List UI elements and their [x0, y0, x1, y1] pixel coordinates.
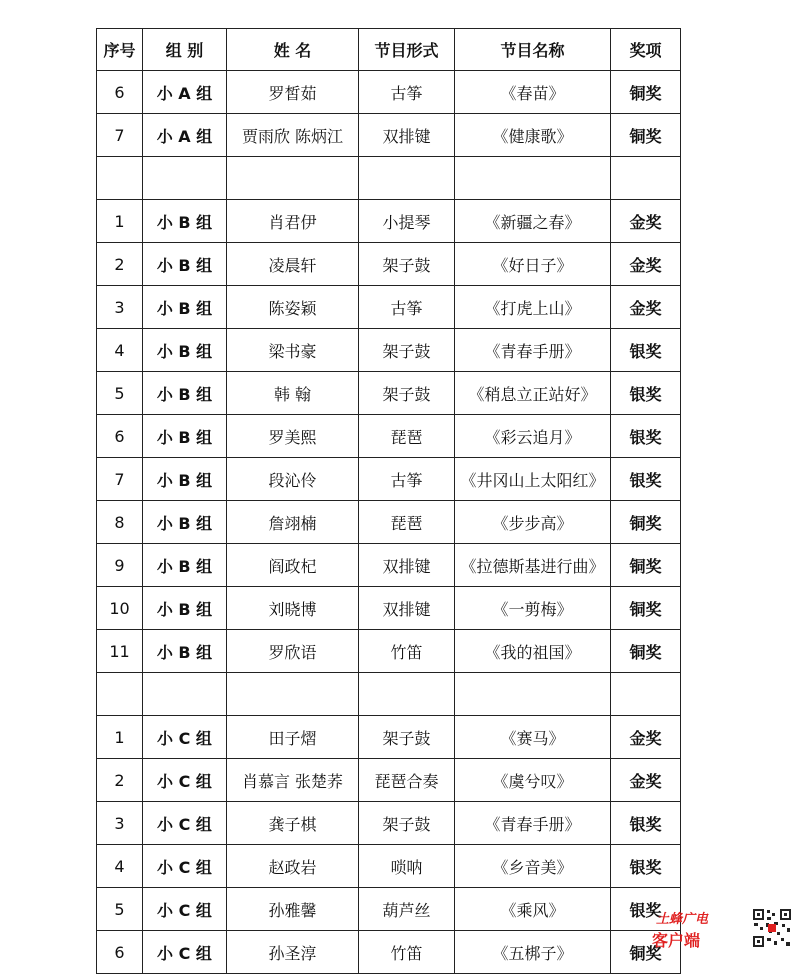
table-body: [97, 71, 681, 974]
cell-group: 小 C 组: [143, 802, 227, 845]
cell-name: 罗美熙: [227, 415, 359, 458]
cell-form: 架子鼓: [359, 716, 455, 759]
cell-title: 《虞兮叹》: [455, 759, 611, 802]
cell-title: 《我的祖国》: [455, 630, 611, 673]
cell-name: 阎政杞: [227, 544, 359, 587]
table-row: [97, 587, 681, 630]
cell-form: 架子鼓: [359, 329, 455, 372]
cell-name: 段沁伶: [227, 458, 359, 501]
empty-cell: [611, 157, 681, 200]
cell-group: 小 B 组: [143, 243, 227, 286]
cell-seq: 10: [97, 587, 143, 630]
cell-form: 双排键: [359, 544, 455, 587]
cell-form: 古筝: [359, 458, 455, 501]
cell-form: 古筝: [359, 286, 455, 329]
cell-title: 《彩云追月》: [455, 415, 611, 458]
cell-group: 小 B 组: [143, 286, 227, 329]
cell-title: 《五梆子》: [455, 931, 611, 974]
watermark: [652, 908, 792, 958]
cell-title: 《稍息立正站好》: [455, 372, 611, 415]
award-table: [96, 28, 681, 974]
header-title: 节目名称: [455, 29, 611, 71]
cell-award: 金奖: [611, 716, 681, 759]
cell-seq: 4: [97, 845, 143, 888]
cell-title: 《健康歌》: [455, 114, 611, 157]
cell-form: 双排键: [359, 114, 455, 157]
cell-form: 双排键: [359, 587, 455, 630]
cell-group: 小 C 组: [143, 759, 227, 802]
table-row: [97, 329, 681, 372]
cell-award: 金奖: [611, 200, 681, 243]
cell-award: 铜奖: [611, 71, 681, 114]
cell-form: 小提琴: [359, 200, 455, 243]
cell-title: 《新疆之春》: [455, 200, 611, 243]
cell-seq: 1: [97, 200, 143, 243]
cell-title: 《打虎上山》: [455, 286, 611, 329]
cell-group: 小 C 组: [143, 888, 227, 931]
table-row: [97, 415, 681, 458]
empty-cell: [359, 673, 455, 716]
cell-form: 琵琶: [359, 501, 455, 544]
header-form: 节目形式: [359, 29, 455, 71]
cell-name: 孙雅馨: [227, 888, 359, 931]
table-row: [97, 372, 681, 415]
cell-title: 《好日子》: [455, 243, 611, 286]
cell-name: 田子熠: [227, 716, 359, 759]
table-row: [97, 716, 681, 759]
cell-title: 《春苗》: [455, 71, 611, 114]
table-row: [97, 888, 681, 931]
cell-award: 铜奖: [611, 587, 681, 630]
table-row: [97, 71, 681, 114]
cell-name: 肖君伊: [227, 200, 359, 243]
cell-award: 铜奖: [611, 114, 681, 157]
cell-name: 孙圣淳: [227, 931, 359, 974]
cell-seq: 4: [97, 329, 143, 372]
cell-name: 詹翊楠: [227, 501, 359, 544]
cell-name: 韩 翰: [227, 372, 359, 415]
cell-seq: 5: [97, 372, 143, 415]
cell-seq: 5: [97, 888, 143, 931]
cell-award: 铜奖: [611, 630, 681, 673]
cell-seq: 8: [97, 501, 143, 544]
cell-title: 《井冈山上太阳红》: [455, 458, 611, 501]
table-row: [97, 845, 681, 888]
cell-seq: 9: [97, 544, 143, 587]
cell-form: 唢呐: [359, 845, 455, 888]
cell-award: 银奖: [611, 415, 681, 458]
empty-cell: [97, 157, 143, 200]
cell-group: 小 B 组: [143, 587, 227, 630]
table-row: [97, 931, 681, 974]
cell-form: 架子鼓: [359, 243, 455, 286]
cell-title: 《乘风》: [455, 888, 611, 931]
cell-group: 小 B 组: [143, 200, 227, 243]
cell-form: 架子鼓: [359, 372, 455, 415]
cell-form: 架子鼓: [359, 802, 455, 845]
cell-group: 小 B 组: [143, 630, 227, 673]
cell-form: 竹笛: [359, 630, 455, 673]
cell-title: 《一剪梅》: [455, 587, 611, 630]
empty-cell: [143, 673, 227, 716]
table-row: [97, 200, 681, 243]
cell-seq: 6: [97, 415, 143, 458]
cell-seq: 1: [97, 716, 143, 759]
cell-award: 银奖: [611, 372, 681, 415]
cell-group: 小 A 组: [143, 114, 227, 157]
empty-cell: [227, 673, 359, 716]
qr-code-icon: [752, 908, 792, 948]
cell-seq: 2: [97, 759, 143, 802]
cell-name: 刘晓博: [227, 587, 359, 630]
cell-award: 金奖: [611, 286, 681, 329]
cell-group: 小 B 组: [143, 415, 227, 458]
cell-group: 小 C 组: [143, 845, 227, 888]
table-row: [97, 286, 681, 329]
cell-award: 金奖: [611, 759, 681, 802]
cell-form: 葫芦丝: [359, 888, 455, 931]
header-award: 奖项: [611, 29, 681, 71]
spacer-row: [97, 673, 681, 716]
watermark-brand: 土蜂广电: [656, 912, 709, 927]
cell-form: 竹笛: [359, 931, 455, 974]
empty-cell: [455, 157, 611, 200]
cell-group: 小 C 组: [143, 931, 227, 974]
empty-cell: [143, 157, 227, 200]
cell-seq: 3: [97, 286, 143, 329]
cell-group: 小 B 组: [143, 329, 227, 372]
cell-name: 罗皙茹: [227, 71, 359, 114]
header-name: 姓 名: [227, 29, 359, 71]
cell-seq: 6: [97, 71, 143, 114]
cell-group: 小 B 组: [143, 544, 227, 587]
cell-award: 金奖: [611, 243, 681, 286]
header-row: [97, 29, 681, 71]
cell-form: 琵琶合奏: [359, 759, 455, 802]
cell-name: 凌晨轩: [227, 243, 359, 286]
empty-cell: [611, 673, 681, 716]
cell-name: 罗欣语: [227, 630, 359, 673]
cell-title: 《拉德斯基进行曲》: [455, 544, 611, 587]
cell-group: 小 A 组: [143, 71, 227, 114]
cell-seq: 7: [97, 458, 143, 501]
cell-award: 银奖: [611, 458, 681, 501]
cell-title: 《赛马》: [455, 716, 611, 759]
cell-form: 古筝: [359, 71, 455, 114]
empty-cell: [455, 673, 611, 716]
table-row: [97, 802, 681, 845]
cell-title: 《青春手册》: [455, 329, 611, 372]
cell-name: 贾雨欣 陈炳江: [227, 114, 359, 157]
cell-title: 《步步高》: [455, 501, 611, 544]
cell-group: 小 B 组: [143, 501, 227, 544]
spacer-row: [97, 157, 681, 200]
cell-name: 龚子棋: [227, 802, 359, 845]
empty-cell: [227, 157, 359, 200]
table-row: [97, 759, 681, 802]
cell-name: 肖慕言 张楚荞: [227, 759, 359, 802]
cell-seq: 7: [97, 114, 143, 157]
header-group: 组 别: [143, 29, 227, 71]
cell-seq: 3: [97, 802, 143, 845]
cell-title: 《青春手册》: [455, 802, 611, 845]
cell-award: 银奖: [611, 888, 681, 931]
cell-group: 小 C 组: [143, 716, 227, 759]
cell-award: 银奖: [611, 329, 681, 372]
cell-award: 银奖: [611, 845, 681, 888]
watermark-client: 客户端: [652, 931, 701, 950]
table-row: [97, 243, 681, 286]
cell-award: 铜奖: [611, 544, 681, 587]
cell-form: 琵琶: [359, 415, 455, 458]
cell-name: 陈姿颖: [227, 286, 359, 329]
cell-award: 银奖: [611, 802, 681, 845]
cell-group: 小 B 组: [143, 458, 227, 501]
empty-cell: [97, 673, 143, 716]
cell-award: 铜奖: [611, 501, 681, 544]
cell-seq: 11: [97, 630, 143, 673]
table-row: [97, 501, 681, 544]
cell-award: 铜奖: [611, 931, 681, 974]
cell-seq: 2: [97, 243, 143, 286]
empty-cell: [359, 157, 455, 200]
cell-name: 赵政岩: [227, 845, 359, 888]
cell-title: 《乡音美》: [455, 845, 611, 888]
table-row: [97, 544, 681, 587]
table-row: [97, 114, 681, 157]
header-seq: 序号: [97, 29, 143, 71]
cell-group: 小 B 组: [143, 372, 227, 415]
cell-seq: 6: [97, 931, 143, 974]
table-row: [97, 458, 681, 501]
cell-name: 梁书豪: [227, 329, 359, 372]
table-row: [97, 630, 681, 673]
